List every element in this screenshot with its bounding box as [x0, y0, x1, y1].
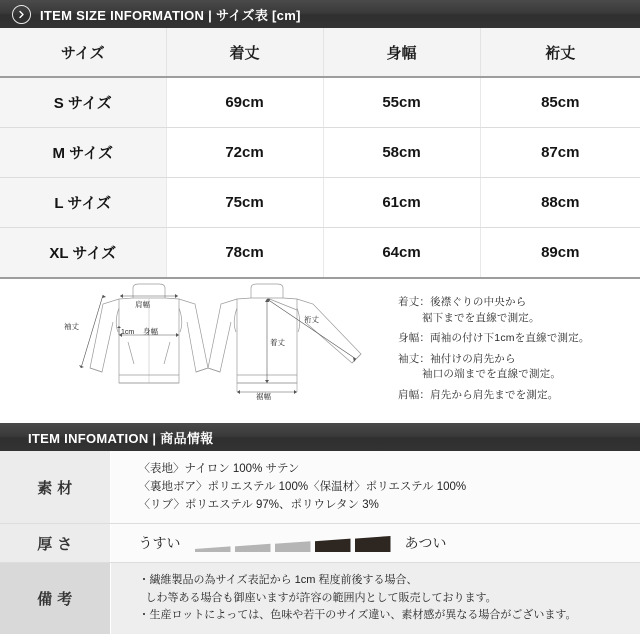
- info-row-material: [0, 451, 640, 524]
- column-header-yukitake: 裄丈: [480, 28, 640, 77]
- label-one-cm: 1cm: [121, 329, 135, 336]
- thickness-label-thick: あつい: [404, 535, 447, 551]
- table-row: [0, 77, 640, 128]
- material-line: 〈裏地ボア〉ポリエステル 100%〈保温材〉ポリエステル 100%: [138, 481, 467, 493]
- info-section-title: ITEM INFOMATION | 商品情報: [28, 430, 214, 446]
- column-header-size: サイズ: [0, 28, 166, 77]
- cell-yukitake: 87cm: [480, 128, 640, 178]
- thickness-label-thin: うすい: [138, 535, 181, 551]
- size-table-header-row: [0, 28, 640, 77]
- cell-size: S サイズ: [0, 77, 166, 128]
- cell-yukitake: 89cm: [480, 228, 640, 279]
- material-line: 〈リブ〉ポリエステル 97%、ポリウレタン 3%: [138, 499, 379, 511]
- remark-line: ・生産ロットによっては、色味や若干のサイズ違い、素材感が異なる場合がございます。: [138, 609, 577, 621]
- remark-line: ・繊維製品の為サイズ表記から 1cm 程度前後する場合、 しわ等ある場合も御座いますが許容の範囲内として販売しております。: [138, 574, 497, 604]
- column-header-mihaba: 身幅: [323, 28, 480, 77]
- size-table: [0, 28, 640, 279]
- cell-yukitake: 85cm: [480, 77, 640, 128]
- jacket-diagram: [40, 282, 390, 418]
- info-value-thickness: [110, 524, 640, 563]
- cell-size: L サイズ: [0, 178, 166, 228]
- info-row-thickness: [0, 524, 640, 563]
- cell-kitake: 75cm: [166, 178, 323, 228]
- cell-mihaba: 58cm: [323, 128, 480, 178]
- label-kitake: 着丈: [270, 338, 285, 347]
- info-row-remarks: [0, 563, 640, 634]
- size-section-header: [0, 0, 640, 28]
- label-susohaba: 裾幅: [256, 392, 271, 401]
- size-section-title: ITEM SIZE INFORMATION | サイズ表 [cm]: [40, 7, 301, 23]
- product-info-table: [0, 451, 640, 634]
- note-sodetake: 袖丈：袖付けの肩先から 袖口の端までを直線で測定。: [398, 352, 562, 380]
- note-kitake: 着丈：後襟ぐりの中央から 裾下までを直線で測定。: [398, 296, 540, 324]
- cell-kitake: 69cm: [166, 77, 323, 128]
- circle-chevron-right-icon: [12, 5, 31, 24]
- label-mihaba: 身幅: [143, 327, 158, 336]
- thickness-step: [275, 534, 311, 552]
- info-value-material: [110, 451, 640, 524]
- measurement-diagram-area: [0, 279, 640, 423]
- thickness-scale: [195, 534, 391, 552]
- info-section-header: [0, 423, 640, 451]
- material-line: 〈表地〉ナイロン 100% サテン: [138, 463, 300, 475]
- info-label-thickness: 厚さ: [0, 524, 110, 563]
- cell-yukitake: 88cm: [480, 178, 640, 228]
- thickness-step: [315, 534, 351, 552]
- cell-mihaba: 61cm: [323, 178, 480, 228]
- note-katahaba: 肩幅：肩先から肩先までを測定。: [398, 388, 559, 401]
- label-katahaba: 肩幅: [135, 300, 150, 309]
- info-label-remarks: 備考: [0, 563, 110, 634]
- label-sodetake: 袖丈: [64, 322, 79, 331]
- thickness-step: [195, 534, 231, 552]
- table-row: [0, 228, 640, 279]
- note-mihaba: 身幅：両袖の付け下1cmを直線で測定。: [398, 332, 590, 344]
- column-header-kitake: 着丈: [166, 28, 323, 77]
- info-label-material: 素材: [0, 451, 110, 524]
- measurement-notes: [398, 295, 590, 403]
- cell-mihaba: 55cm: [323, 77, 480, 128]
- table-row: [0, 178, 640, 228]
- cell-mihaba: 64cm: [323, 228, 480, 279]
- table-row: [0, 128, 640, 178]
- thickness-step: [235, 534, 271, 552]
- info-value-remarks: [110, 563, 640, 634]
- cell-size: M サイズ: [0, 128, 166, 178]
- thickness-step: [355, 534, 391, 552]
- cell-kitake: 78cm: [166, 228, 323, 279]
- cell-kitake: 72cm: [166, 128, 323, 178]
- label-yukitake: 裄丈: [304, 315, 319, 324]
- cell-size: XL サイズ: [0, 228, 166, 279]
